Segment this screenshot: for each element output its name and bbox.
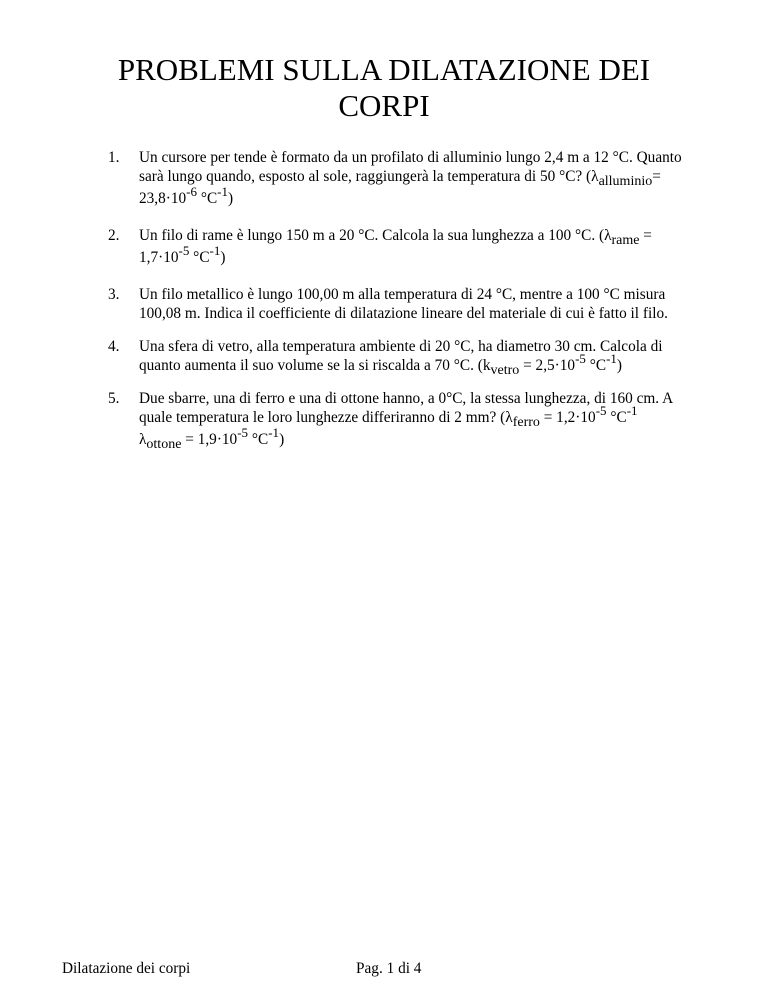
problem-item-5 xyxy=(108,389,708,453)
problem-text-line: $\lambda_{ottone} = 1,9\cdot 10^{-5}$ $^\circ C^{-1}$) xyxy=(139,425,285,452)
footer-page-number: Pag. 1 di 4 xyxy=(356,960,422,977)
problem-text-line: sarà lungo quando, esposto al sole, raggiungerà la temperatura di 50 °C? ($\lambda_{alluminio}=$ xyxy=(139,168,661,189)
problem-item-2 xyxy=(108,226,708,271)
problem-text-line: $23,8\cdot 10^{-6}$ $^\circ C^{-1}$) xyxy=(139,184,234,207)
title-line-2: CORPI xyxy=(338,88,430,123)
problem-number: 3. xyxy=(108,286,120,303)
problem-text-line: Una sfera di vetro, alla temperatura ambiente di 20 °C, ha diametro 30 cm. Calcola di xyxy=(139,338,663,355)
problem-text-line: Un filo metallico è lungo 100,00 m alla temperatura di 24 °C, mentre a 100 °C misura xyxy=(139,286,666,303)
problem-number: 5. xyxy=(108,390,120,407)
problem-list xyxy=(108,148,708,467)
problem-text-line: quanto aumenta il suo volume se la si riscalda a 70 °C. ($k_{vetro} = 2,5\cdot 10^{-5}$ $^\circ C^{-1}$) xyxy=(139,351,623,378)
problem-text-line: Due sbarre, una di ferro e una di ottone hanno, a 0°C, la stessa lunghezza, di 160 cm. A xyxy=(139,390,674,407)
problem-number: 4. xyxy=(108,338,120,355)
problem-item-1 xyxy=(108,148,708,212)
problem-item-3 xyxy=(108,285,708,323)
problem-number: 2. xyxy=(108,227,120,244)
title-line-1: PROBLEMI SULLA DILATAZIONE DEI xyxy=(117,52,651,87)
problem-item-4 xyxy=(108,337,708,378)
problem-text-line: $1,7\cdot 10^{-5}$ $^\circ C^{-1}$) xyxy=(139,243,226,266)
problem-text-line: 100,08 m. Indica il coefficiente di dilatazione lineare del materiale di cui è fatto il filo. xyxy=(139,305,668,322)
problem-number: 1. xyxy=(108,149,120,166)
problem-text-line: Un cursore per tende è formato da un profilato di alluminio lungo 2,4 m a 12 °C. Quanto xyxy=(139,149,682,166)
page-title xyxy=(0,52,768,124)
footer-document-title: Dilatazione dei corpi xyxy=(62,960,191,977)
problem-text-line: quale temperatura le loro lunghezze differiranno di 2 mm? ($\lambda_{ferro} = 1,2\cdot 10^{-5}$ $^\circ C^{-1}$ xyxy=(139,403,638,430)
problem-text-line: Un filo di rame è lungo 150 m a 20 °C. Calcola la sua lunghezza a 100 °C. ($\lambda_{rame}$ = xyxy=(139,227,652,248)
